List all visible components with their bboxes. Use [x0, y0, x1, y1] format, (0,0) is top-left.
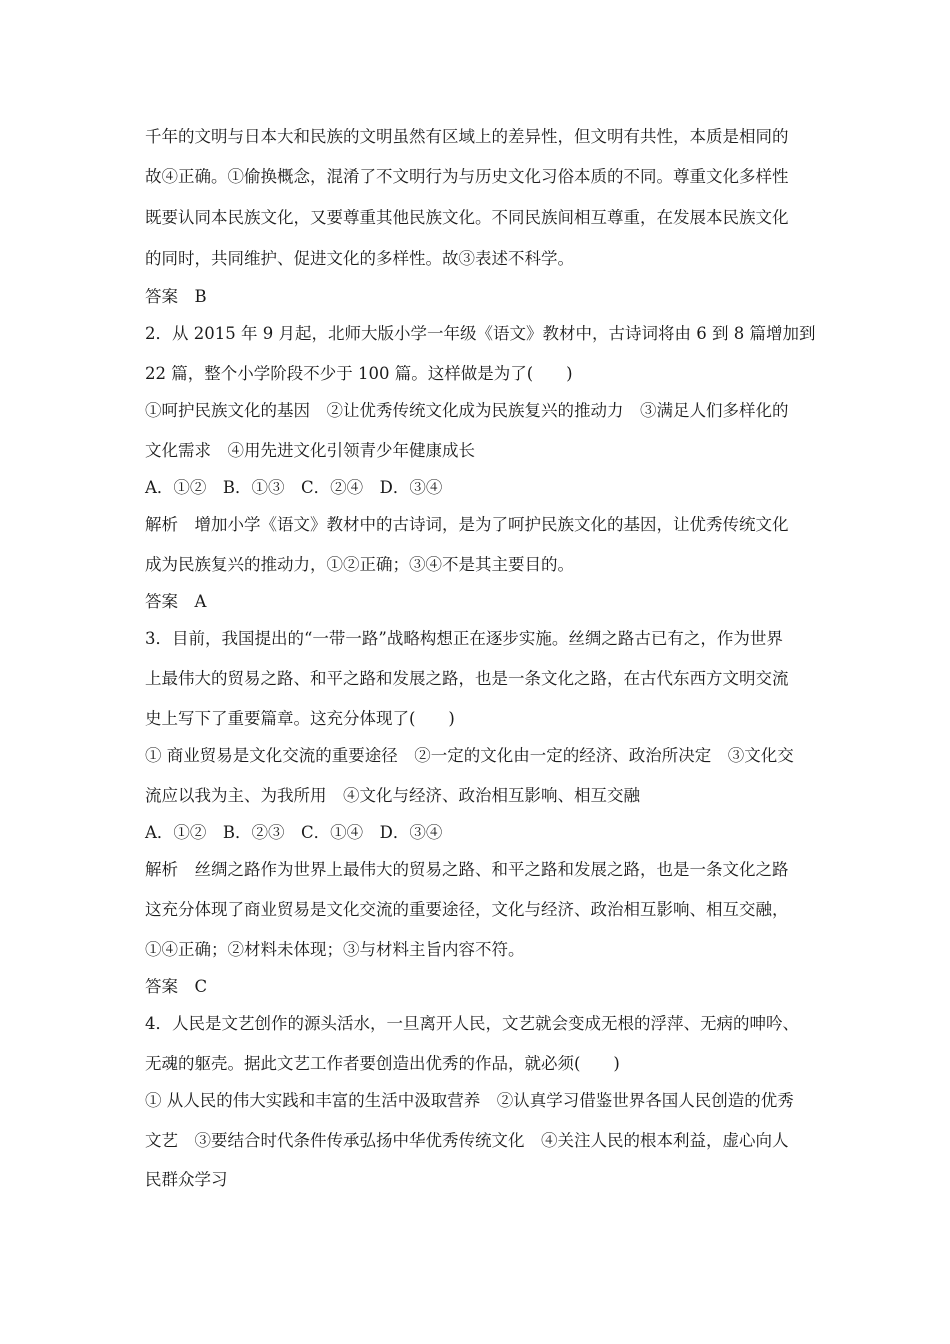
- question-line: 4．人民是文艺创作的源头活水，一旦离开人民，文艺就会变成无根的浮萍、无病的呻吟、: [145, 1014, 799, 1033]
- option-statements: 民群众学习: [145, 1170, 228, 1189]
- question-line: 上最伟大的贸易之路、和平之路和发展之路，也是一条文化之路，在古代东西方文明交流: [145, 669, 789, 688]
- question-line: 史上写下了重要篇章。这充分体现了( ): [145, 709, 455, 728]
- option-statements: 文化需求 ④用先进文化引领青少年健康成长: [145, 441, 475, 460]
- analysis-line: 解析 丝绸之路作为世界上最伟大的贸易之路、和平之路和发展之路，也是一条文化之路: [145, 860, 789, 879]
- analysis-line: 这充分体现了商业贸易是文化交流的重要途径，文化与经济、政治相互影响、相互交融，: [145, 900, 789, 919]
- choices-line: A．①② B．②③ C．①④ D．③④: [145, 823, 443, 842]
- option-statements: 流应以我为主、为我所用 ④文化与经济、政治相互影响、相互交融: [145, 786, 640, 805]
- text-line: 的同时，共同维护、促进文化的多样性。故③表述不科学。: [145, 249, 574, 268]
- answer-line: 答案 B: [145, 287, 207, 306]
- question-line: 22 篇，整个小学阶段不少于 100 篇。这样做是为了( ): [145, 364, 573, 383]
- question-line: 无魂的躯壳。据此文艺工作者要创造出优秀的作品，就必须( ): [145, 1054, 620, 1073]
- text-line: 千年的文明与日本大和民族的文明虽然有区域上的差异性，但文明有共性，本质是相同的: [145, 127, 789, 146]
- question-line: 2．从 2015 年 9 月起，北师大版小学一年级《语文》教材中，古诗词将由 6 到 8 篇增加到: [145, 324, 816, 343]
- analysis-line: 成为民族复兴的推动力，①②正确；③④不是其主要目的。: [145, 555, 574, 574]
- question-line: 3．目前，我国提出的“一带一路”战略构想正在逐步实施。丝绸之路古已有之，作为世界: [145, 629, 783, 648]
- answer-line: 答案 A: [145, 592, 207, 611]
- option-statements: 文艺 ③要结合时代条件传承弘扬中华优秀传统文化 ④关注人民的根本利益，虚心向人: [145, 1131, 789, 1150]
- answer-line: 答案 C: [145, 977, 208, 996]
- analysis-line: ①④正确；②材料未体现；③与材料主旨内容不符。: [145, 940, 525, 959]
- option-statements: ① 商业贸易是文化交流的重要途径 ②一定的文化由一定的经济、政治所决定 ③文化交: [145, 746, 794, 765]
- choices-line: A．①② B．①③ C．②④ D．③④: [145, 478, 443, 497]
- text-line: 既要认同本民族文化，又要尊重其他民族文化。不同民族间相互尊重，在发展本民族文化: [145, 208, 789, 227]
- analysis-line: 解析 增加小学《语文》教材中的古诗词，是为了呵护民族文化的基因，让优秀传统文化: [145, 515, 789, 534]
- option-statements: ①呵护民族文化的基因 ②让优秀传统文化成为民族复兴的推动力 ③满足人们多样化的: [145, 401, 789, 420]
- text-line: 故④正确。①偷换概念，混淆了不文明行为与历史文化习俗本质的不同。尊重文化多样性: [145, 167, 789, 186]
- option-statements: ① 从人民的伟大实践和丰富的生活中汲取营养 ②认真学习借鉴世界各国人民创造的优秀: [145, 1091, 794, 1110]
